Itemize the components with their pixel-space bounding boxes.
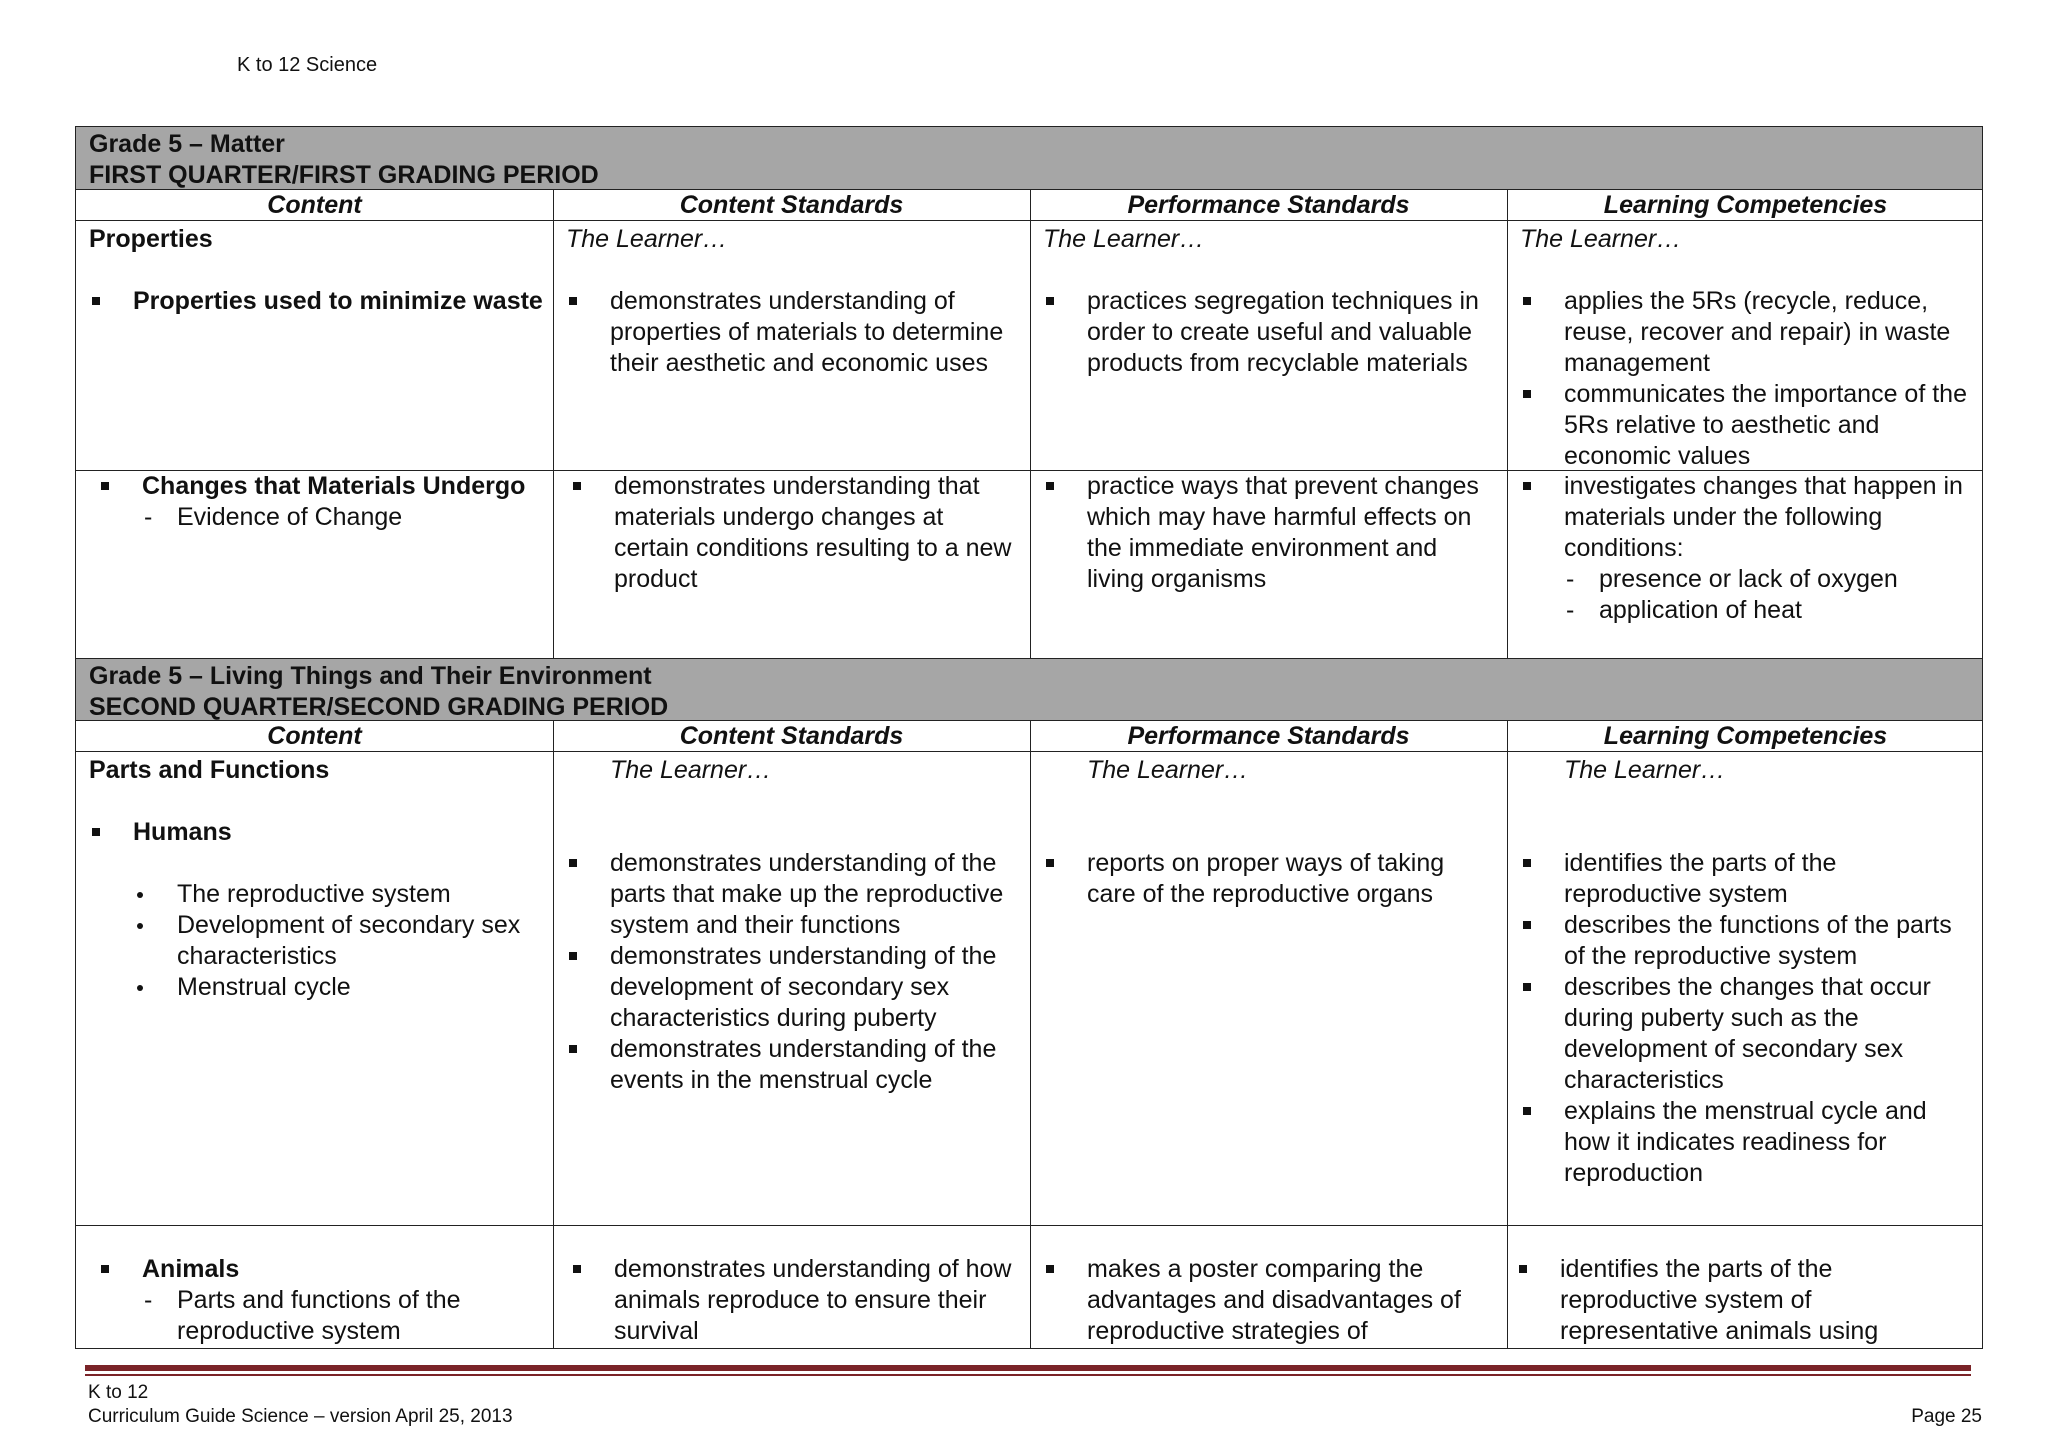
- column-divider: [1507, 721, 1508, 1349]
- column-header-content: Content: [267, 191, 362, 219]
- column-header-content-standards: Content Standards: [679, 191, 904, 219]
- list-item: identifies the parts of the reproductive system: [1520, 848, 1975, 910]
- list-item: Animals: [98, 1254, 553, 1285]
- performance-standards-cell: [1043, 471, 1498, 595]
- content-title: Parts and Functions: [89, 756, 330, 784]
- column-header-content-standards: Content Standards: [679, 722, 904, 750]
- sub-list-item: Menstrual cycle: [133, 972, 544, 1003]
- column-divider: [553, 190, 554, 658]
- list-item: Properties used to minimize waste: [89, 286, 544, 317]
- performance-standards-cell: [1043, 1254, 1498, 1347]
- list-item: practice ways that prevent changes which may have harmful effects on the immediate environment and living organisms: [1043, 471, 1498, 595]
- list-item: makes a poster comparing the advantages and disadvantages of reproductive strategies of: [1043, 1254, 1498, 1347]
- content-standards-cell: [566, 755, 1021, 1096]
- learning-competencies-cell: [1520, 755, 1975, 1189]
- footer-left: [88, 1381, 513, 1429]
- content-standards-cell: [570, 471, 1025, 595]
- learner-label: The Learner…: [566, 225, 728, 253]
- list-item: Changes that Materials Undergo: [98, 471, 553, 502]
- sub-list-item: - application of heat: [1564, 595, 1975, 626]
- list-item: describes the functions of the parts of the reproductive system: [1520, 910, 1975, 972]
- content-cell: [89, 224, 544, 317]
- column-header-performance-standards: Performance Standards: [1127, 722, 1410, 750]
- content-cell: [98, 1254, 553, 1347]
- section-title: Grade 5 – Living Things and Their Environment: [89, 662, 652, 690]
- content-standards-cell: [570, 1254, 1025, 1347]
- curriculum-table: [75, 126, 1983, 1349]
- sub-list-item: Development of secondary sex characteristics: [133, 910, 544, 972]
- sub-list-item: - Parts and functions of the reproductive system: [142, 1285, 472, 1347]
- list-item: demonstrates understanding of the parts that make up the reproductive system and their functions: [566, 848, 1021, 941]
- list-item: describes the changes that occur during puberty such as the development of secondary sex characteristics: [1520, 972, 1975, 1096]
- list-item: reports on proper ways of taking care of the reproductive organs: [1043, 848, 1498, 910]
- learner-label: The Learner…: [1564, 756, 1726, 784]
- list-item: demonstrates understanding of the development of secondary sex characteristics during puberty: [566, 941, 1021, 1034]
- content-cell: [98, 471, 553, 533]
- page-header: K to 12 Science: [237, 54, 378, 76]
- learner-label: The Learner…: [1043, 225, 1205, 253]
- column-divider: [1030, 190, 1031, 658]
- list-item: practices segregation techniques in order to create useful and valuable products from recyclable materials: [1043, 286, 1498, 379]
- list-item: identifies the parts of the reproductive system of representative animals using: [1516, 1254, 1971, 1347]
- content-standards-cell: [566, 224, 1021, 379]
- section-period: FIRST QUARTER/FIRST GRADING PERIOD: [89, 161, 599, 189]
- list-item: communicates the importance of the 5Rs relative to aesthetic and economic values: [1520, 379, 1975, 472]
- section-period: SECOND QUARTER/SECOND GRADING PERIOD: [89, 693, 669, 721]
- performance-standards-cell: [1043, 224, 1498, 379]
- column-divider: [553, 721, 554, 1349]
- column-divider: [1030, 721, 1031, 1349]
- column-header-content: Content: [267, 722, 362, 750]
- page-number: Page 25: [1911, 1406, 1982, 1427]
- column-header-performance-standards: Performance Standards: [1127, 191, 1410, 219]
- performance-standards-cell: [1043, 755, 1498, 910]
- list-item: Humans: [89, 817, 544, 848]
- section-header-matter: [76, 127, 1982, 190]
- row-divider: [76, 1225, 1982, 1226]
- footer-rule: [85, 1365, 1971, 1371]
- list-item: explains the menstrual cycle and how it indicates readiness for reproduction: [1520, 1096, 1975, 1189]
- content-title: Properties: [89, 225, 213, 253]
- footer-line2: Curriculum Guide Science – version April 25, 2013: [88, 1406, 513, 1427]
- learner-label: The Learner…: [610, 756, 772, 784]
- learning-competencies-cell: [1516, 1254, 1971, 1347]
- list-item: demonstrates understanding of how animals reproduce to ensure their survival: [570, 1254, 1025, 1347]
- list-item: demonstrates understanding of the events in the menstrual cycle: [566, 1034, 1021, 1096]
- footer-rule-thin: [85, 1374, 1971, 1376]
- column-header-row: [76, 190, 1982, 221]
- learner-label: The Learner…: [1520, 225, 1682, 253]
- sub-list-item: The reproductive system: [133, 879, 544, 910]
- learning-competencies-cell: [1520, 471, 1975, 626]
- column-header-row: [76, 721, 1982, 752]
- column-divider: [1507, 190, 1508, 658]
- learner-label: The Learner…: [1087, 756, 1249, 784]
- content-cell: [89, 755, 544, 1003]
- column-header-learning-competencies: Learning Competencies: [1603, 191, 1888, 219]
- column-header-learning-competencies: Learning Competencies: [1603, 722, 1888, 750]
- list-item: applies the 5Rs (recycle, reduce, reuse, recover and repair) in waste management: [1520, 286, 1975, 379]
- learning-competencies-cell: [1520, 224, 1975, 472]
- section-title: Grade 5 – Matter: [89, 130, 285, 158]
- section-header-living-things: [76, 658, 1982, 721]
- sub-list-item: - Evidence of Change: [142, 502, 553, 533]
- sub-list-item: - presence or lack of oxygen: [1564, 564, 1975, 595]
- list-item: demonstrates understanding of properties of materials to determine their aesthetic and economic uses: [566, 286, 1021, 379]
- list-item: investigates changes that happen in materials under the following conditions:: [1520, 471, 1975, 564]
- list-item: demonstrates understanding that materials undergo changes at certain conditions resulting to a new product: [570, 471, 1025, 595]
- footer-line1: K to 12: [88, 1382, 149, 1403]
